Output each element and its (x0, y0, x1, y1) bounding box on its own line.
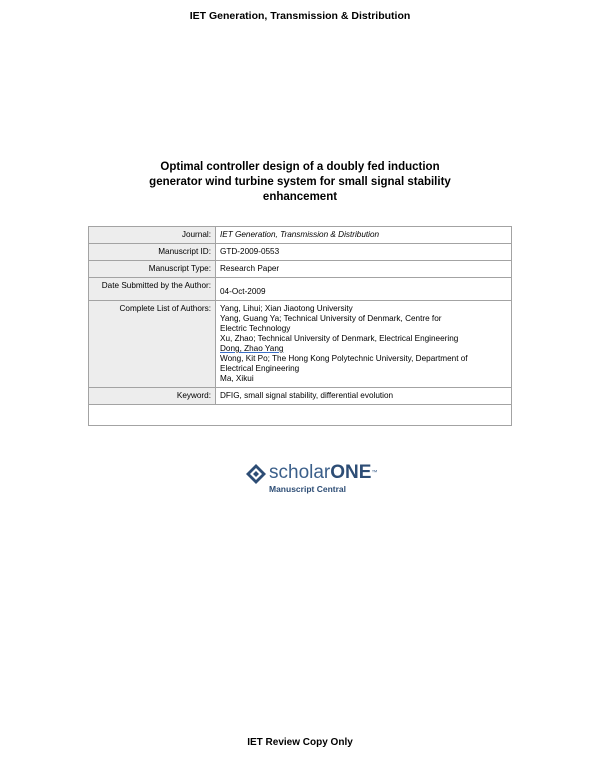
paper-title (100, 160, 500, 205)
author-line: Wong, Kit Po; The Hong Kong Polytechnic University, Department of (220, 354, 468, 363)
scholarone-mark-icon (246, 464, 266, 484)
review-footer: IET Review Copy Only (247, 737, 353, 748)
logo-brand-prefix: scholar (269, 462, 331, 483)
row-authors (89, 301, 512, 388)
manuscript-metadata-table (88, 226, 512, 426)
authors-value (216, 301, 512, 388)
author-line: Electric Technology (220, 324, 291, 333)
row-manuscript-id (89, 244, 512, 261)
row-journal (89, 227, 512, 244)
logo-trademark: ™ (371, 470, 378, 476)
row-manuscript-type (89, 261, 512, 278)
title-line: Optimal controller design of a doubly fed induction (160, 161, 440, 173)
author-line: Yang, Guang Ya; Technical University of Denmark, Centre for (220, 314, 442, 323)
logo-brand (269, 462, 377, 484)
authors-label: Complete List of Authors: (89, 301, 216, 388)
author-line: Dong, Zhao Yang (220, 344, 284, 353)
author-line: Ma, Xikui (220, 374, 254, 383)
row-keyword (89, 388, 512, 405)
manuscript-type-value: Research Paper (216, 261, 512, 278)
date-submitted-label: Date Submitted by the Author: (89, 278, 216, 301)
author-line: Yang, Lihui; Xian Jiaotong University (220, 304, 353, 313)
journal-header: IET Generation, Transmission & Distribution (189, 10, 411, 22)
logo-brand-suffix: ONE (330, 462, 372, 483)
manuscript-type-label: Manuscript Type: (89, 261, 216, 278)
author-line: Electrical Engineering (220, 364, 300, 373)
journal-label: Journal: (89, 227, 216, 244)
keyword-label: Keyword: (89, 388, 216, 405)
row-date-submitted (89, 278, 512, 301)
manuscript-id-value: GTD-2009-0553 (216, 244, 512, 261)
logo-subtitle: Manuscript Central (269, 484, 346, 494)
keyword-value: DFIG, small signal stability, differential evolution (216, 388, 512, 405)
blank-cell (89, 405, 512, 426)
manuscript-id-label: Manuscript ID: (89, 244, 216, 261)
journal-value: IET Generation, Transmission & Distribution (216, 227, 512, 244)
title-line: enhancement (262, 191, 338, 203)
row-blank (89, 405, 512, 426)
scholarone-logo (246, 462, 378, 498)
title-line: generator wind turbine system for small signal stability (149, 176, 451, 188)
author-line: Xu, Zhao; Technical University of Denmark, Electrical Engineering (220, 334, 459, 343)
date-submitted-value: 04-Oct-2009 (216, 278, 512, 301)
